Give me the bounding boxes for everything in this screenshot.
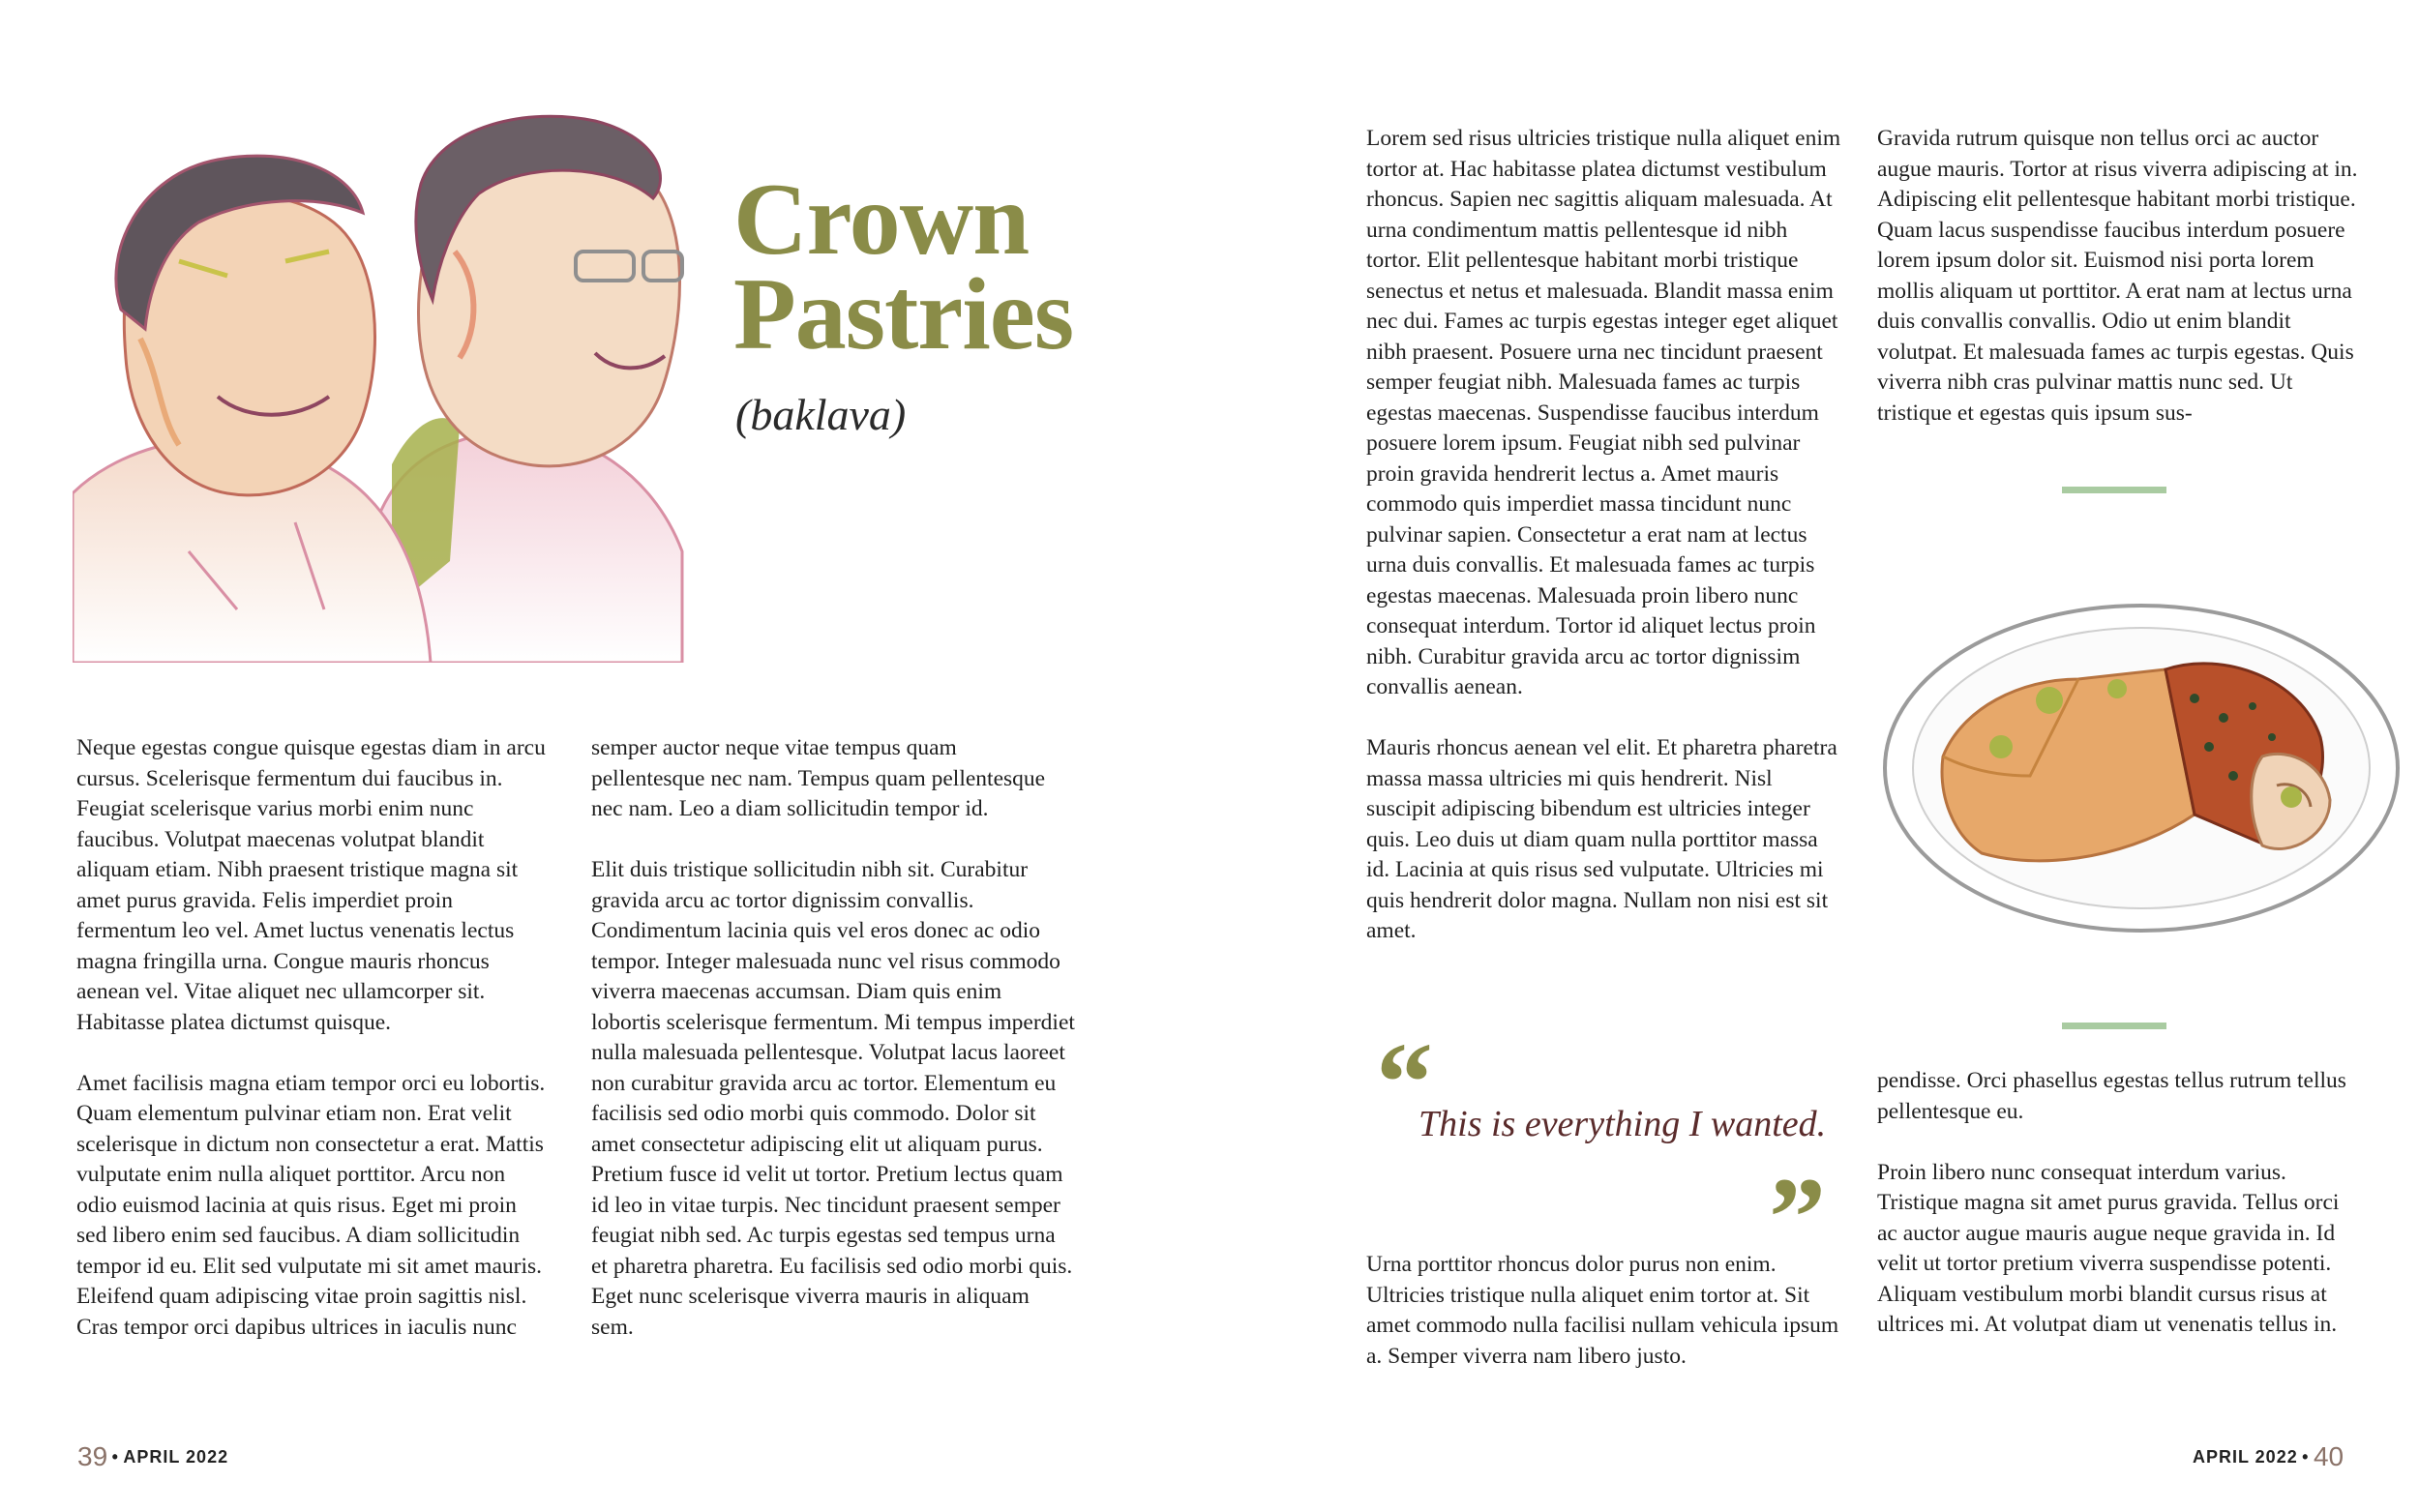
- column-3-bottom: [1366, 1250, 1842, 1372]
- paragraph: Neque egestas congue quisque egestas diam in arcu cursus. Scelerisque fermentum dui faucibus in. Feugiat scelerisque varius morbi enim nunc faucibus. Volutpat maecenas volutpat blandit aliquam etiam. Nibh praesent tristique magna sit amet purus gravida. Felis imperdiet proin fermentum leo vel. Amet luctus venenatis lectus magna fringilla urna. Congue mauris rhoncus aenean vel. Vitae aliquet nec ullamcorper sit. Habitasse platea dictumst quisque.: [76, 735, 546, 1035]
- paragraph: Proin libero nunc consequat interdum varius. Tristique magna sit amet purus gravida. Tellus orci ac auctor augue mauris augue neque gravida in. Id velit ut tortor pretium viverra suspendisse potenti. Aliquam vestibulum morbi blandit cursus risus at ultrices mi. At volutpat diam ut venenatis tellus in.: [1877, 1159, 2340, 1337]
- folio-bullet: •: [2302, 1447, 2310, 1467]
- folio-bullet: •: [111, 1447, 119, 1467]
- page-number: 39: [77, 1441, 108, 1471]
- column-1: [76, 733, 548, 1343]
- column-4-top: [1877, 124, 2361, 429]
- article-subtitle: (baklava): [735, 390, 907, 439]
- paragraph: semper auctor neque vitae tempus quam pellentesque nec nam. Tempus quam pellentesque nec nam. Leo a diam sollicitudin tempor id.: [591, 735, 1046, 821]
- right-page: [1210, 0, 2419, 1512]
- baklava-plate-image: [1875, 592, 2407, 950]
- folio-month: APRIL 2022: [123, 1447, 229, 1467]
- column-2: [591, 733, 1075, 1343]
- paragraph: Urna porttitor rhoncus dolor purus non enim. Ultricies tristique nulla aliquet enim tortor at. Sit amet commodo nulla facilisi nullam vehicula ipsum a. Semper viverra nam libero justo.: [1366, 1252, 1839, 1369]
- column-4-bottom: [1877, 1066, 2361, 1341]
- divider-rule-bottom: [2062, 1023, 2166, 1029]
- chefs-portrait-illustration: [73, 106, 692, 663]
- page-number: 40: [2313, 1441, 2344, 1471]
- paragraph: Lorem sed risus ultricies tristique nulla aliquet enim tortor at. Hac habitasse platea dictumst vestibulum rhoncus. Sapien nec sagittis aliquam malesuada. At urna condimentum mattis pellentesque id nibh tortor. Elit pellentesque habitant morbi tristique senectus et netus et malesuada. Blandit massa enim nec dui. Fames ac turpis egestas integer eget aliquet nibh praesent. Posuere urna nec tincidunt praesent semper feugiat nibh. Malesuada fames ac turpis egestas maecenas. Suspendisse faucibus interdum posuere lorem ipsum. Feugiat nibh sed pulvinar proin gravida hendrerit lectus a. Amet mauris commodo quis imperdiet massa tincidunt nunc pulvinar sapien. Consectetur a erat nam at lectus urna duis convallis. Et malesuada fames ac turpis egestas maecenas. Malesuada proin libero nunc consequat interdum. Tortor id aliquet lectus proin nibh. Curabitur gravida arcu ac tortor dignissim convallis aenean.: [1366, 126, 1841, 699]
- paragraph: Mauris rhoncus aenean vel elit. Et pharetra pharetra massa massa ultricies mi quis hendrerit. Nisl suscipit adipiscing bibendum est ultricies integer quis. Leo duis ut diam quam nulla porttitor massa id. Lacinia at quis risus sed vulputate. Ultricies mi quis hendrerit dolor magna. Nullam non nisi est sit amet.: [1366, 735, 1837, 943]
- quote-open-mark: “: [1376, 1019, 1433, 1145]
- pull-quote: This is everything I wanted.: [1419, 1104, 1827, 1144]
- title-line-1: Crown: [733, 163, 1030, 276]
- paragraph: pendisse. Orci phasellus egestas tellus rutrum tellus pellentesque eu.: [1877, 1068, 2346, 1124]
- article-title: [733, 163, 1074, 371]
- folio-left: [77, 1441, 228, 1472]
- paragraph: Gravida rutrum quisque non tellus orci ac auctor augue mauris. Tortor at risus viverra adipiscing at in. Adipiscing elit pellentesque habitant morbi tristique. Quam lacus suspendisse faucibus interdum posuere lorem ipsum dolor sit. Euismod nisi porta lorem mollis aliquam ut porttitor. A erat nam at lectus urna duis convallis convallis. Odio ut enim blandit volutpat. Et malesuada fames ac turpis egestas. Quis viverra nibh cras pulvinar mattis nunc sed. Ut tristique et egestas quis ipsum sus-: [1877, 126, 2358, 426]
- title-line-2: Pastries: [733, 257, 1074, 371]
- column-3: [1366, 124, 1842, 947]
- paragraph: Amet facilisis magna etiam tempor orci eu lobortis. Quam elementum pulvinar etiam non. Erat velit scelerisque in dictum non consectetur a erat. Mattis vulputate enim nulla aliquet porttitor. Arcu non odio euismod lacinia at quis risus. Eget mi proin sed libero enim sed faucibus. A diam sollicitudin tempor id eu. Elit sed vulputate mi sit amet mauris. Eleifend quam adipiscing vitae proin sagittis nisl. Cras tempor orci dapibus ultrices in iaculis nunc: [76, 1070, 546, 1340]
- divider-rule-top: [2062, 487, 2166, 493]
- folio-month: APRIL 2022: [2193, 1447, 2298, 1467]
- quote-close-mark: ”: [1769, 1154, 1826, 1281]
- paragraph: Elit duis tristique sollicitudin nibh sit. Curabitur gravida arcu ac tortor dignissim convallis. Condimentum lacinia quis vel eros donec ac odio tempor. Integer malesuada nunc vel risus commodo viverra maecenas accumsan. Diam quis enim lobortis scelerisque fermentum. Mi tempus imperdiet nulla malesuada pellentesque. Volutpat lacus laoreet non curabitur gravida arcu ac tortor. Elementum eu facilisis sed odio morbi quis commodo. Dolor sit amet consectetur adipiscing elit ut aliquam purus. Pretium fusce id velit ut tortor. Pretium lectus quam id leo in vitae turpis. Nec tincidunt praesent semper feugiat nibh sed. Ac turpis egestas sed tempus urna et pharetra pharetra. Eu facilisis sed odio morbi quis. Eget nunc scelerisque viverra mauris in aliquam sem.: [591, 857, 1075, 1340]
- folio-right: [2193, 1441, 2344, 1472]
